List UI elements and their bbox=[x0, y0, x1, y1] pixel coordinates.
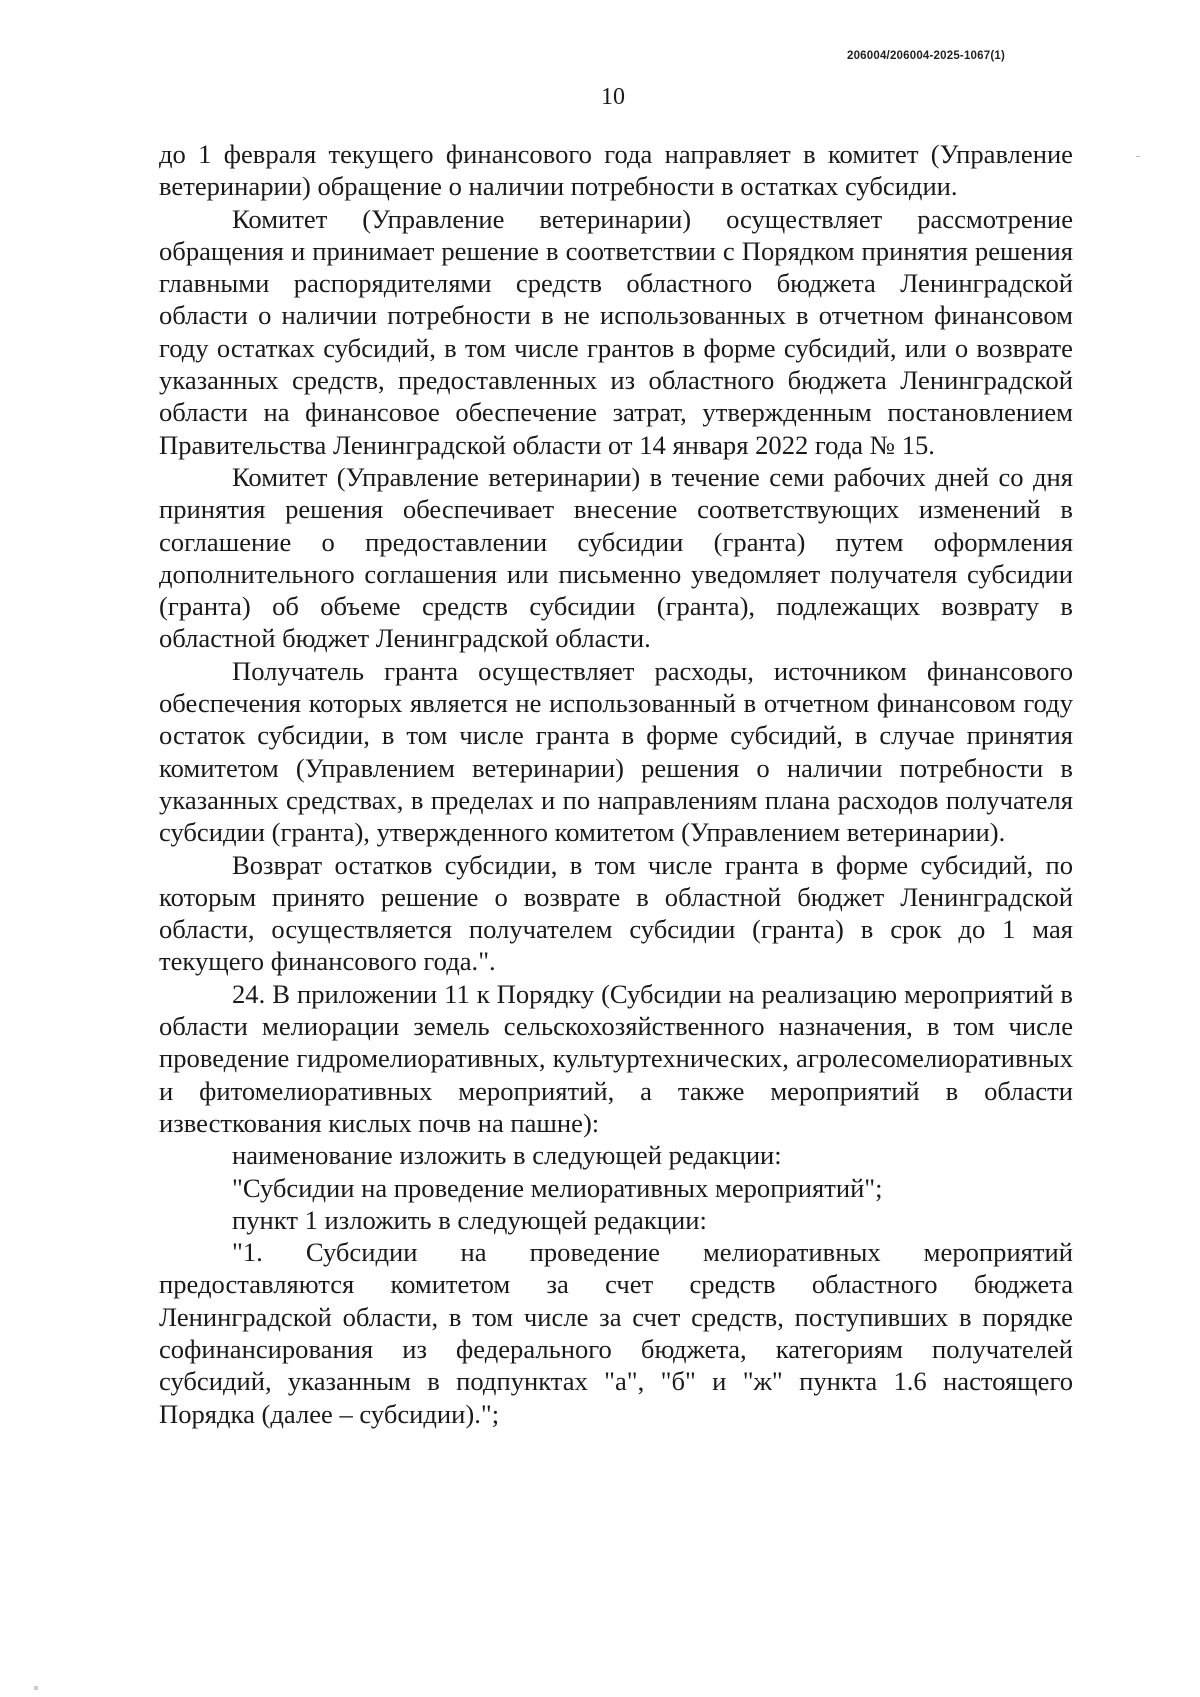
paragraph-name-edit: наименование изложить в следующей редакции: bbox=[232, 1140, 782, 1171]
document-registration-number: 206004/206004-2025-1067(1) bbox=[846, 50, 1005, 62]
paragraph-new-name: "Субсидии на проведение мелиоративных мероприятий"; bbox=[232, 1172, 883, 1203]
paragraph-committee-agreement: Комитет (Управление ветеринарии) в течение семи рабочих дней со дня принятия решения обеспечивает внесение соответствующих изменений в соглашение о предоставлении субсидии (гранта) путем оформления дополнительного соглашения или письменно уведомляет получателя субсидии (гранта) об объеме средств субсидии (гранта), подлежащих возврату в областной бюджет Ленинградской области. bbox=[159, 461, 1073, 654]
paragraph-grant-expenses: Получатель гранта осуществляет расходы, источником финансового обеспечения которых является не использованный в отчетном финансовом году остаток субсидии, в том числе гранта в форме субсидий, в случае принятия комитетом (Управлением ветеринарии) решения о наличии потребности в указанных средствах, в пределах и по направлениям плана расходов получателя субсидии (гранта), утвержденного комитетом (Управлением ветеринарии). bbox=[159, 655, 1073, 848]
scan-artifact bbox=[1136, 156, 1140, 157]
paragraph-residual-return: Возврат остатков субсидии, в том числе гранта в форме субсидий, по которым принято решение о возврате в областной бюджет Ленинградской области, осуществляется получателем субсидии (гранта) в срок до 1 мая текущего финансового года.". bbox=[159, 849, 1073, 977]
page-number: 10 bbox=[601, 84, 625, 110]
scan-artifact bbox=[34, 1686, 38, 1690]
paragraph-point-1-edit: пункт 1 изложить в следующей редакции: bbox=[232, 1204, 707, 1235]
paragraph-continuation: до 1 февраля текущего финансового года направляет в комитет (Управление ветеринарии) обращение о наличии потребности в остатках субсидии. bbox=[159, 139, 1073, 202]
paragraph-point-1-text: "1. Субсидии на проведение мелиоративных мероприятий предоставляются комитетом за счет средств областного бюджета Ленинградской области, в том числе за счет средств, поступивших в порядке софинансирования из федерального бюджета, категориям получателей субсидий, указанным в подпунктах "а", "б" и "ж" пункта 1.6 настоящего Порядка (далее – субсидии)."; bbox=[159, 1237, 1073, 1429]
document-body bbox=[159, 138, 1073, 1430]
paragraph-committee-review: Комитет (Управление ветеринарии) осуществляет рассмотрение обращения и принимает решение в соответствии с Порядком принятия решения главными распорядителями средств областного бюджета Ленинградской области о наличии потребности в не использованных в отчетном финансовом году остатках субсидий, в том числе грантов в форме субсидий, или о возврате указанных средств, предоставленных из областного бюджета Ленинградской области на финансовое обеспечение затрат, утвержденным постановлением Правительства Ленинградской области от 14 января 2022 года № 15. bbox=[159, 203, 1073, 460]
paragraph-item-24: 24. В приложении 11 к Порядку (Субсидии на реализацию мероприятий в области мелиорации земель сельскохозяйственного назначения, в том числе проведение гидромелиоративных, культуртехнических, агролесомелиоративных и фитомелиоративных мероприятий, а также мероприятий в области известкования кислых почв на пашне): bbox=[159, 978, 1073, 1138]
